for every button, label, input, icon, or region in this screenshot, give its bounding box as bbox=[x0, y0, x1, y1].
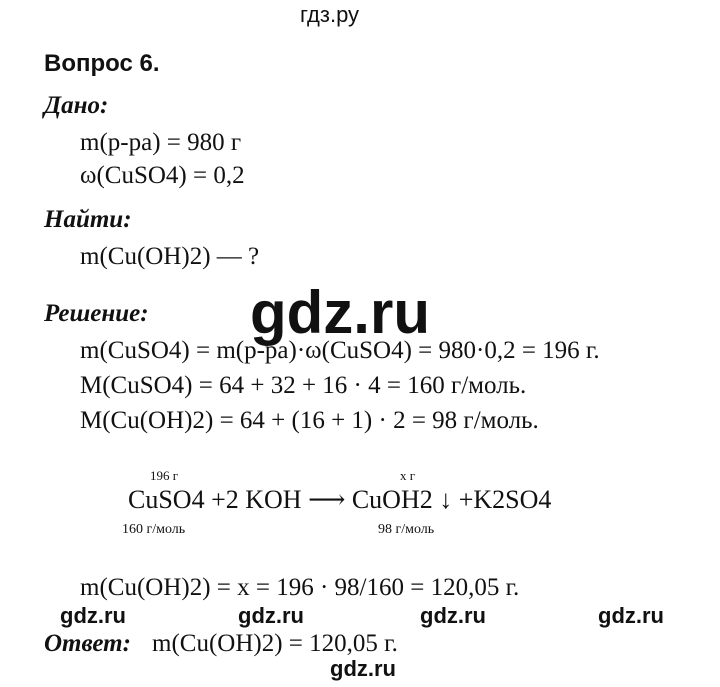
given-line-2: ω(CuSO4) = 0,2 bbox=[80, 162, 245, 189]
solution-line-1: m(CuSO4) = m(р-ра)·ω(CuSO4) = 980·0,2 = 196 г. bbox=[80, 337, 600, 364]
gdz-watermark-row-4: gdz.ru bbox=[598, 603, 664, 628]
gdz-watermark-row-2: gdz.ru bbox=[238, 603, 304, 628]
find-line-1: m(Cu(OH)2) — ? bbox=[80, 243, 260, 270]
solution-line-3: M(Cu(OH)2) = 64 + (16 + 1) · 2 = 98 г/моль. bbox=[80, 407, 539, 434]
solution-line-2: M(CuSO4) = 64 + 32 + 16 · 4 = 160 г/моль. bbox=[80, 372, 527, 399]
result-line: m(Cu(OH)2) = x = 196 · 98/160 = 120,05 г. bbox=[80, 574, 520, 601]
site-watermark-top: гдз.ру bbox=[300, 2, 360, 27]
find-label: Найти: bbox=[44, 206, 132, 233]
reaction-equation: CuSO4 +2 KOH ⟶ CuOH2 ↓ +K2SO4 bbox=[128, 485, 552, 514]
solution-label: Решение: bbox=[44, 300, 149, 327]
question-heading: Вопрос 6. bbox=[44, 50, 160, 77]
answer-text: m(Cu(OH)2) = 120,05 г. bbox=[152, 630, 398, 657]
given-line-1: m(р-ра) = 980 г bbox=[80, 129, 242, 156]
gdz-watermark-bottom: gdz.ru bbox=[330, 656, 396, 681]
answer-label: Ответ: bbox=[44, 630, 131, 657]
gdz-watermark-large: gdz.ru bbox=[250, 279, 430, 346]
equation-molar-mass-2: 98 г/моль bbox=[378, 522, 435, 537]
gdz-watermark-row-1: gdz.ru bbox=[60, 603, 126, 628]
gdz-watermark-row-3: gdz.ru bbox=[420, 603, 486, 628]
equation-molar-mass-1: 160 г/моль bbox=[122, 522, 186, 537]
equation-mass-known: 196 г bbox=[150, 468, 179, 483]
equation-mass-unknown: x г bbox=[400, 468, 416, 483]
given-label: Дано: bbox=[44, 92, 109, 119]
